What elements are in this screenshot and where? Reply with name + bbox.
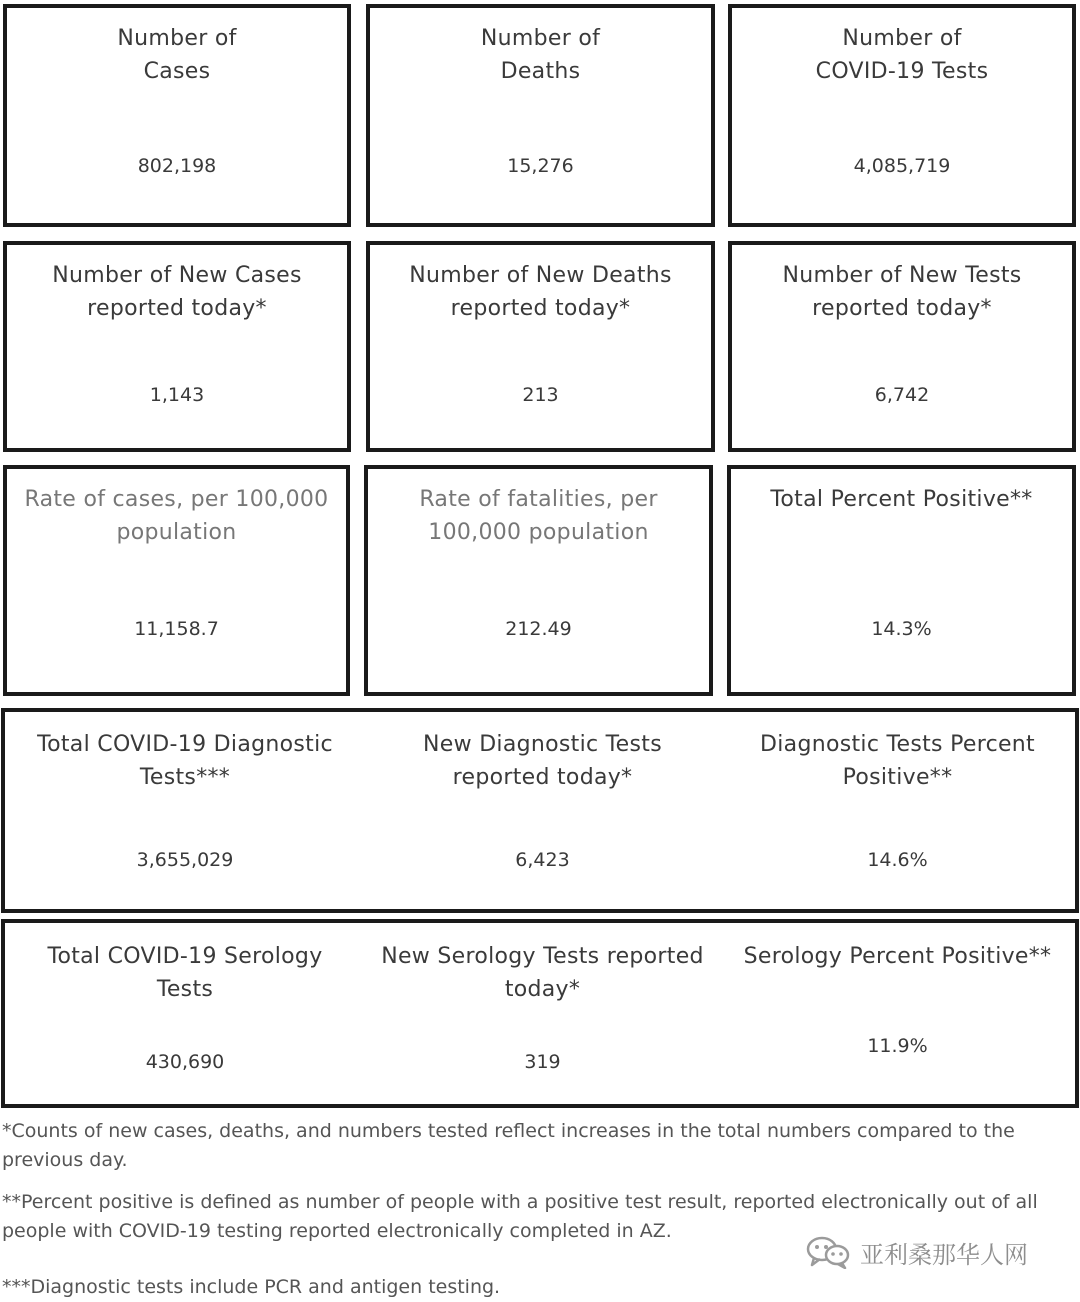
tile-value: 11,158.7 [134, 618, 219, 640]
stat-label: Total COVID-19 Serology Tests [47, 944, 323, 1002]
tile-label: Total Percent Positive** [770, 487, 1033, 512]
panel-serology-tests [1, 919, 1079, 1108]
tile-new-deaths-today [366, 241, 715, 452]
watermark [806, 1232, 1028, 1272]
footnote-new-counts: *Counts of new cases, deaths, and numbers tested reflect increases in the total numbers compared to the previous day. [2, 1120, 1015, 1171]
stat-diagnostic-percent-positive [720, 712, 1075, 909]
tile-number-of-cases [3, 4, 351, 227]
stat-label: Serology Percent Positive** [743, 944, 1052, 969]
tile-label: Number of Cases [117, 26, 237, 84]
stat-value: 14.6% [867, 849, 928, 871]
stat-label: Diagnostic Tests Percent Positive** [760, 732, 1035, 790]
stat-new-diagnostic-tests [365, 712, 720, 909]
tile-value: 212.49 [505, 618, 572, 640]
footnote-percent-positive: **Percent positive is defined as number of people with a positive test result, reported electronically out of all people with COVID-19 testing reported electronically completed in AZ. [2, 1191, 1038, 1242]
tile-rate-of-cases [3, 465, 350, 696]
stat-value: 6,423 [515, 849, 570, 871]
stat-label: New Diagnostic Tests reported today* [423, 732, 662, 790]
tile-value: 4,085,719 [853, 155, 951, 177]
watermark-text: 亚利桑那华人网 [860, 1240, 1028, 1269]
tile-number-of-deaths [366, 4, 715, 227]
tile-value: 14.3% [871, 618, 932, 640]
tile-value: 213 [522, 384, 559, 406]
chat-bubbles-icon [806, 1235, 850, 1269]
tile-value: 1,143 [149, 384, 205, 406]
tile-new-cases-today [3, 241, 351, 452]
stat-label: Total COVID-19 Diagnostic Tests*** [37, 732, 333, 790]
tile-label: Number of New Cases reported today* [52, 263, 302, 321]
tile-label: Number of New Tests reported today* [782, 263, 1022, 321]
tile-total-percent-positive [727, 465, 1076, 696]
tile-new-tests-today [728, 241, 1076, 452]
tile-value: 15,276 [507, 155, 574, 177]
tile-label: Number of Deaths [480, 26, 601, 84]
stat-label: New Serology Tests reported today* [381, 944, 704, 1002]
stat-value: 3,655,029 [136, 849, 234, 871]
panel-diagnostic-tests [1, 708, 1079, 913]
stat-new-serology-tests [365, 923, 720, 1104]
tile-label: Number of COVID-19 Tests [815, 26, 989, 84]
tile-label: Rate of cases, per 100,000 population [24, 487, 329, 545]
tile-label: Number of New Deaths reported today* [409, 263, 672, 321]
stat-serology-percent-positive [720, 923, 1075, 1104]
stat-value: 319 [524, 1051, 561, 1073]
stat-value: 430,690 [145, 1051, 225, 1073]
tile-value: 802,198 [137, 155, 217, 177]
tile-number-of-tests [728, 4, 1076, 227]
stat-total-serology-tests [5, 923, 365, 1104]
tile-label: Rate of fatalities, per 100,000 population [419, 487, 658, 545]
stat-value: 11.9% [867, 1035, 928, 1057]
footnote-diagnostic-tests: ***Diagnostic tests include PCR and antigen testing. [2, 1276, 501, 1298]
tile-value: 6,742 [874, 384, 930, 406]
stat-total-diagnostic-tests [5, 712, 365, 909]
tile-rate-of-fatalities [364, 465, 713, 696]
